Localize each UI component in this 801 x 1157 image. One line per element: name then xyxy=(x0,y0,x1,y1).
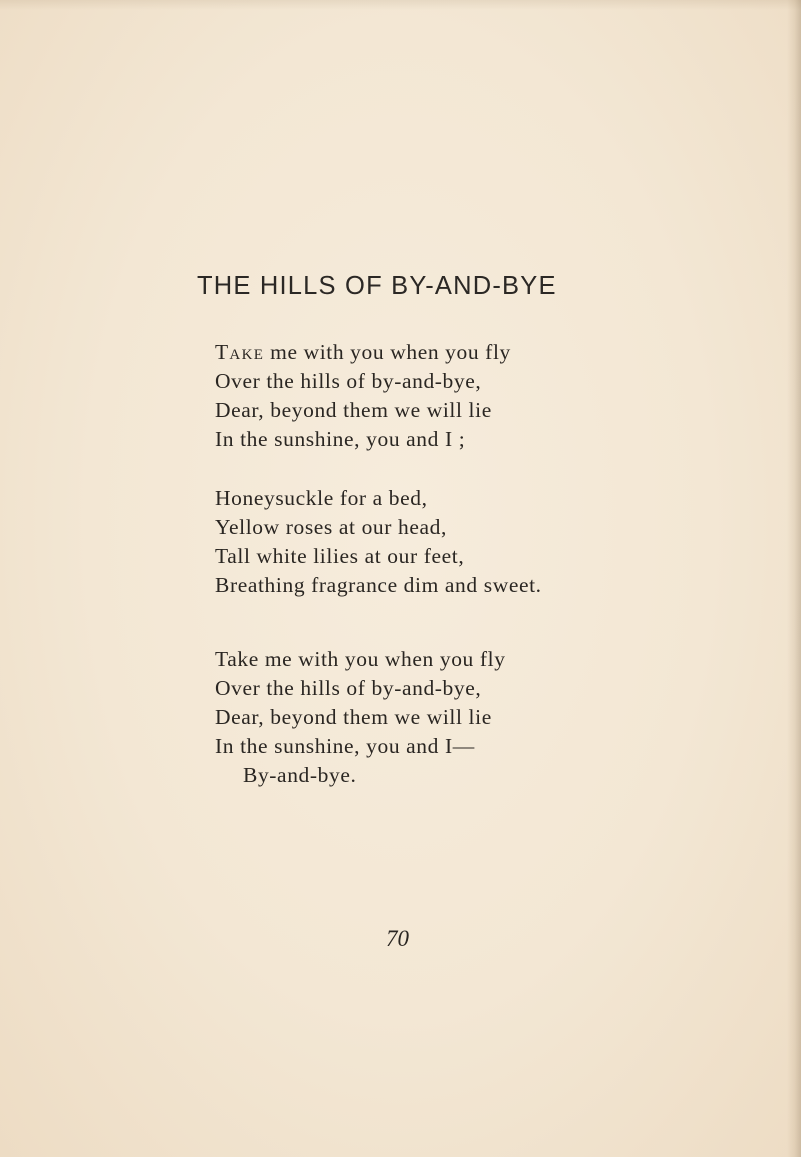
poem-line xyxy=(215,338,511,367)
stanza-2 xyxy=(215,484,542,600)
poem-line: In the sunshine, you and I ; xyxy=(215,427,466,451)
stanza-1 xyxy=(215,338,511,454)
poem-line: Dear, beyond them we will lie xyxy=(215,705,492,729)
poem-line: Honeysuckle for a bed, xyxy=(215,486,428,510)
poem-line: In the sunshine, you and I— xyxy=(215,734,475,758)
page-top-shadow xyxy=(0,0,801,10)
poem-line: Dear, beyond them we will lie xyxy=(215,398,492,422)
stanza-3 xyxy=(215,645,506,790)
poem-line: Over the hills of by-and-bye, xyxy=(215,676,482,700)
opening-line-rest: me with you when you fly xyxy=(264,340,511,364)
poem-line: Breathing fragrance dim and sweet. xyxy=(215,573,542,597)
poem-line: Tall white lilies at our feet, xyxy=(215,544,465,568)
poem-line: Over the hills of by-and-bye, xyxy=(215,369,482,393)
poem-refrain-line: By-and-bye. xyxy=(243,763,357,787)
opening-word: Take xyxy=(215,340,265,364)
page-number: 70 xyxy=(386,926,409,951)
poem-title: THE HILLS OF BY-AND-BYE xyxy=(197,272,557,300)
page-binding-shadow xyxy=(787,0,801,1157)
poem-line: Yellow roses at our head, xyxy=(215,515,447,539)
poem-line: Take me with you when you fly xyxy=(215,647,506,671)
